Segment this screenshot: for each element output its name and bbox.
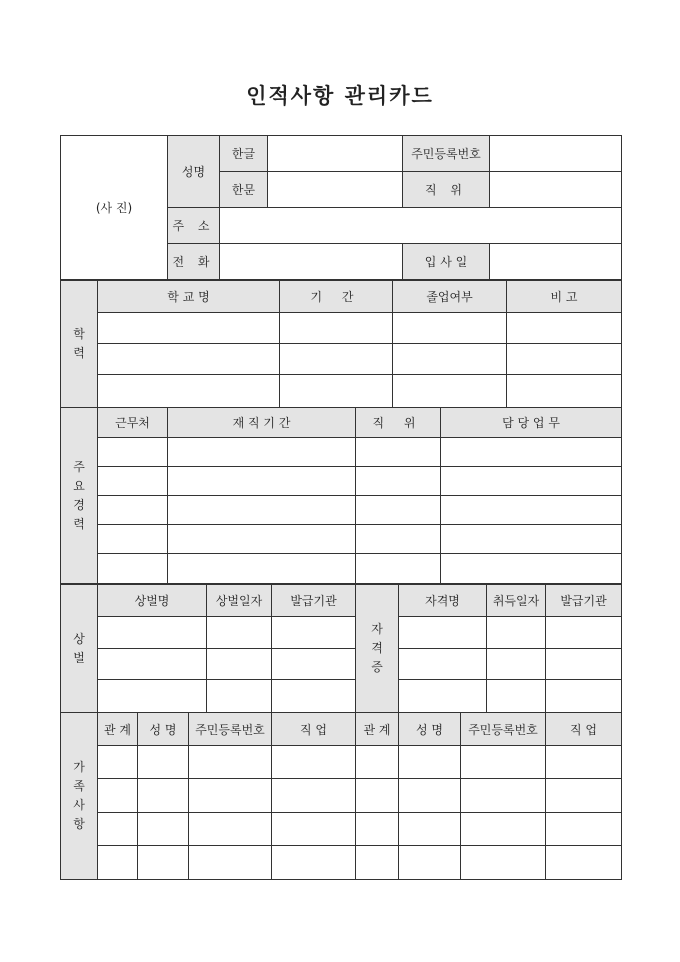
education-header: 학 교 명	[98, 281, 280, 313]
name-hanja-field[interactable]	[268, 172, 403, 208]
education-cell[interactable]	[507, 375, 622, 408]
awards-cell[interactable]	[272, 680, 356, 713]
family-cell[interactable]	[546, 746, 622, 779]
certificates-header: 발급기관	[546, 585, 622, 617]
awards-header: 발급기관	[272, 585, 356, 617]
family-cell[interactable]	[461, 813, 546, 846]
awards-cell[interactable]	[272, 617, 356, 649]
education-side-label: 학력	[61, 281, 98, 408]
rrn-field[interactable]	[490, 136, 622, 172]
family-cell[interactable]	[399, 779, 461, 813]
awards-cell[interactable]	[98, 617, 207, 649]
awards-cell[interactable]	[207, 680, 272, 713]
family-cell[interactable]	[356, 746, 399, 779]
family-cell[interactable]	[399, 746, 461, 779]
table-row	[61, 375, 622, 408]
phone-label: 전 화	[168, 244, 220, 280]
table-row	[61, 649, 622, 680]
family-cell[interactable]	[98, 846, 138, 880]
career-cell[interactable]	[168, 467, 356, 496]
name-label: 성명	[168, 136, 220, 208]
awards-header: 상벌일자	[207, 585, 272, 617]
hanja-label: 한문	[220, 172, 268, 208]
hangul-label: 한글	[220, 136, 268, 172]
certificates-header: 취득일자	[487, 585, 546, 617]
family-cell[interactable]	[189, 779, 272, 813]
family-cell[interactable]	[189, 746, 272, 779]
education-section	[60, 280, 622, 408]
education-cell[interactable]	[98, 375, 280, 408]
table-row	[61, 813, 622, 846]
family-cell[interactable]	[272, 846, 356, 880]
address-label: 주 소	[168, 208, 220, 244]
career-cell[interactable]	[98, 496, 168, 525]
page-title: 인적사항 관리카드	[246, 83, 434, 108]
certificates-cell[interactable]	[546, 680, 622, 713]
family-cell[interactable]	[272, 813, 356, 846]
career-cell[interactable]	[356, 438, 441, 467]
rrn-label: 주민등록번호	[403, 136, 490, 172]
career-header: 담 당 업 무	[441, 408, 622, 438]
career-cell[interactable]	[168, 496, 356, 525]
career-cell[interactable]	[98, 438, 168, 467]
family-cell[interactable]	[189, 813, 272, 846]
career-cell[interactable]	[168, 554, 356, 584]
phone-field[interactable]	[220, 244, 403, 280]
photo-box[interactable]	[61, 136, 168, 280]
career-cell[interactable]	[441, 525, 622, 554]
family-side-label: 가족사항	[61, 713, 98, 880]
career-cell[interactable]	[98, 554, 168, 584]
awards-cell[interactable]	[98, 649, 207, 680]
join-date-label: 입 사 일	[403, 244, 490, 280]
family-header: 직 업	[272, 713, 356, 746]
table-row	[61, 496, 622, 525]
position-field[interactable]	[490, 172, 622, 208]
education-cell[interactable]	[280, 344, 393, 375]
education-cell[interactable]	[280, 375, 393, 408]
family-cell[interactable]	[272, 746, 356, 779]
career-header: 근무처	[98, 408, 168, 438]
awards-cell[interactable]	[98, 680, 207, 713]
education-header: 비 고	[507, 281, 622, 313]
family-cell[interactable]	[546, 779, 622, 813]
table-row	[61, 680, 622, 713]
photo-label: (사 진)	[95, 201, 133, 215]
certificates-cell[interactable]	[487, 649, 546, 680]
awards-side-label: 상벌	[61, 585, 98, 713]
table-row	[61, 525, 622, 554]
family-header: 성 명	[399, 713, 461, 746]
awards-cell[interactable]	[207, 617, 272, 649]
address-field[interactable]	[220, 208, 622, 244]
education-cell[interactable]	[98, 344, 280, 375]
family-header: 관 계	[98, 713, 138, 746]
certificates-cell[interactable]	[399, 649, 487, 680]
family-cell[interactable]	[546, 813, 622, 846]
family-cell[interactable]	[189, 846, 272, 880]
table-row	[61, 344, 622, 375]
family-section	[60, 712, 622, 880]
certificates-cell[interactable]	[546, 649, 622, 680]
family-header: 성 명	[138, 713, 189, 746]
position-label: 직 위	[403, 172, 490, 208]
family-cell[interactable]	[138, 746, 189, 779]
table-row	[61, 554, 622, 584]
family-cell[interactable]	[461, 846, 546, 880]
awards-cell[interactable]	[272, 649, 356, 680]
certificates-cell[interactable]	[399, 617, 487, 649]
table-row	[61, 846, 622, 880]
family-header: 직 업	[546, 713, 622, 746]
certificates-cell[interactable]	[546, 617, 622, 649]
table-row	[61, 438, 622, 467]
table-row	[61, 779, 622, 813]
table-row	[61, 617, 622, 649]
career-cell[interactable]	[356, 467, 441, 496]
career-cell[interactable]	[441, 467, 622, 496]
career-cell[interactable]	[168, 438, 356, 467]
family-cell[interactable]	[272, 779, 356, 813]
awards-certificates-section	[60, 584, 622, 713]
career-cell[interactable]	[441, 496, 622, 525]
education-cell[interactable]	[280, 313, 393, 344]
family-cell[interactable]	[98, 779, 138, 813]
family-cell[interactable]	[399, 813, 461, 846]
family-cell[interactable]	[356, 779, 399, 813]
education-cell[interactable]	[393, 313, 507, 344]
family-cell[interactable]	[98, 746, 138, 779]
table-row	[61, 313, 622, 344]
profile-section	[60, 135, 622, 280]
family-cell[interactable]	[461, 746, 546, 779]
career-cell[interactable]	[441, 438, 622, 467]
certificates-cell[interactable]	[399, 680, 487, 713]
career-cell[interactable]	[98, 467, 168, 496]
certificates-header: 자격명	[399, 585, 487, 617]
family-header: 주민등록번호	[189, 713, 272, 746]
family-cell[interactable]	[546, 846, 622, 880]
table-row	[61, 467, 622, 496]
table-row	[61, 746, 622, 779]
family-header: 관 계	[356, 713, 399, 746]
career-section	[60, 407, 622, 584]
career-cell[interactable]	[356, 525, 441, 554]
name-hangul-field[interactable]	[268, 136, 403, 172]
career-cell[interactable]	[98, 525, 168, 554]
awards-cell[interactable]	[207, 649, 272, 680]
education-cell[interactable]	[98, 313, 280, 344]
family-header: 주민등록번호	[461, 713, 546, 746]
career-header: 재 직 기 간	[168, 408, 356, 438]
career-cell[interactable]	[168, 525, 356, 554]
family-cell[interactable]	[399, 846, 461, 880]
family-cell[interactable]	[461, 779, 546, 813]
join-date-field[interactable]	[490, 244, 622, 280]
career-cell[interactable]	[441, 554, 622, 584]
family-cell[interactable]	[138, 813, 189, 846]
family-cell[interactable]	[98, 813, 138, 846]
family-cell[interactable]	[138, 846, 189, 880]
career-side-label: 주요경력	[61, 408, 98, 584]
education-cell[interactable]	[393, 344, 507, 375]
education-cell[interactable]	[393, 375, 507, 408]
career-cell[interactable]	[356, 496, 441, 525]
family-cell[interactable]	[138, 779, 189, 813]
education-cell[interactable]	[507, 344, 622, 375]
career-cell[interactable]	[356, 554, 441, 584]
education-cell[interactable]	[507, 313, 622, 344]
certificates-cell[interactable]	[487, 617, 546, 649]
family-cell[interactable]	[356, 846, 399, 880]
education-header: 졸업여부	[393, 281, 507, 313]
certificates-side-label: 자격증	[356, 585, 399, 713]
family-cell[interactable]	[356, 813, 399, 846]
education-header: 기 간	[280, 281, 393, 313]
certificates-cell[interactable]	[487, 680, 546, 713]
career-header: 직 위	[356, 408, 441, 438]
awards-header: 상벌명	[98, 585, 207, 617]
